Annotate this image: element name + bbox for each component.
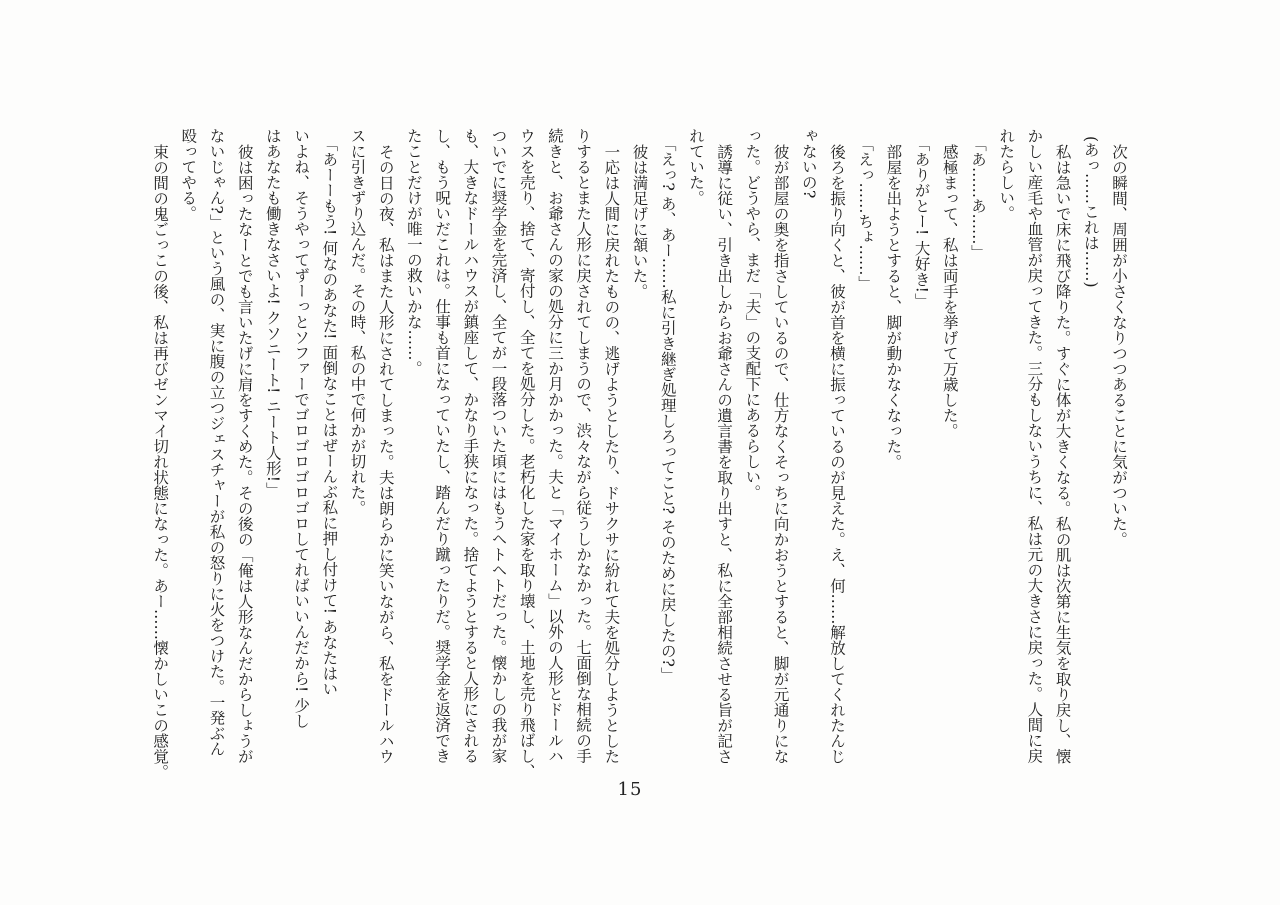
text-line: (あっ……これは……) [1081,135,1100,288]
text-line: スに引きずり込んだ。その時、私の中で何かが切れた。 [348,128,367,516]
text-line: 「ありがとー! 大好き!」 [912,135,931,309]
text-line: 続きと、お爺さんの家の処分に三か月かかった。夫と「マイホーム」以外の人形とドールハ [545,128,564,764]
text-line: いよね、そうやってずーっとソファーでゴロゴロゴロゴロしてればいいんだから! 少し [292,128,311,729]
text-line: ないじゃん?」という風の、実に腹の立つジェスチャーが私の怒りに火をつけた。一発ぶん [207,128,226,757]
text-line: 次の瞬間、周囲が小さくなりつつあることに気がついた。 [1110,143,1128,547]
text-line: 彼が部屋の奥を指さしているので、仕方なくそっちに向かおうとすると、脚が元通りにな [771,143,790,764]
text-line: ウスを売り、捨て、寄付し、全てを処分した。老朽化した家を取り壊し、土地を売り飛ばし、 [517,128,536,779]
text-line: その日の夜、私はまた人形にされてしまった。夫は朗らかに笑いながら、私をドールハウ [376,143,395,764]
text-line: 私は急いで床に飛び降りた。すぐに体が大きくなる。私の肌は次第に生気を取り戻し、懐 [1053,143,1072,764]
text-line: 後ろを振り向くと、彼が首を横に振っているのが見えた。え、何……解放してくれたんじ [827,143,846,764]
text-line: はあなたも働きなさいよ! クソニート! ニート人形!」 [263,128,282,498]
text-line: 一応は人間に戻れたものの、逃げようとしたり、ドサクサに紛れて夫を処分しようとした [602,143,621,764]
text-line: 彼は満足げに頷いた。 [630,143,649,299]
text-line: 束の間の鬼ごっこの後、私は再びゼンマイ切れ状態になった。あー……懐かしいこの感覚。 [151,143,170,779]
text-line: ゃないの? [799,128,818,199]
text-line: 「えっ? あ、あー……私に引き継ぎ処理しろってこと? そのために戻したの?」 [658,135,677,683]
text-line: も、大きなドールハウスが鎮座して、かなり手狭になった。捨てようとすると人形にされる [461,128,480,764]
text-line: れたらしい。 [997,128,1016,221]
vertical-text-block [146,128,1133,792]
text-line: 「あ……あ……」 [968,135,987,260]
text-line: 「あーーもう! 何なのあなた! 面倒なことはぜーんぶ私に押し付けて! あなたはい [320,135,339,697]
text-line: 部屋を出ようとすると、脚が動かなくなった。 [884,143,903,469]
text-line: し、もう呪いだこれは。仕事も首になっていたし、踏んだり蹴ったりだ。奨学金を返済でき [433,128,452,764]
text-line: かしい産毛や血管が戻ってきた。三分もしないうちに、私は元の大きさに戻った。人間に戻 [1025,128,1044,764]
page-number: 15 [617,779,643,800]
text-line: 殴ってやる。 [179,128,198,221]
text-line: 彼は困ったなーとでも言いたげに肩をすくめた。その後の「俺は人形なんだからしょうが [235,143,254,764]
text-line: 「えっ……ちょ……」 [856,135,875,291]
text-line: れていた。 [686,128,705,206]
text-line: たことだけが唯一の救いかな……。 [404,128,423,376]
text-line: った。どうやら、まだ「夫」の支配下にあるらしい。 [743,128,762,500]
text-line: 感極まって、私は両手を挙げて万歳した。 [940,143,959,438]
text-line: 誘導に従い、引き出しからお爺さんの遺言書を取り出すと、私に全部相続させる旨が記さ [715,143,734,764]
text-line: ついでに奨学金を完済し、全てが一段落ついた頃にはもうヘトヘトだった。懐かしの我が家 [489,128,508,764]
text-line: りするとまた人形に戻されてしまうので、渋々ながら従うしかなかった。七面倒な相続の手 [574,128,593,764]
